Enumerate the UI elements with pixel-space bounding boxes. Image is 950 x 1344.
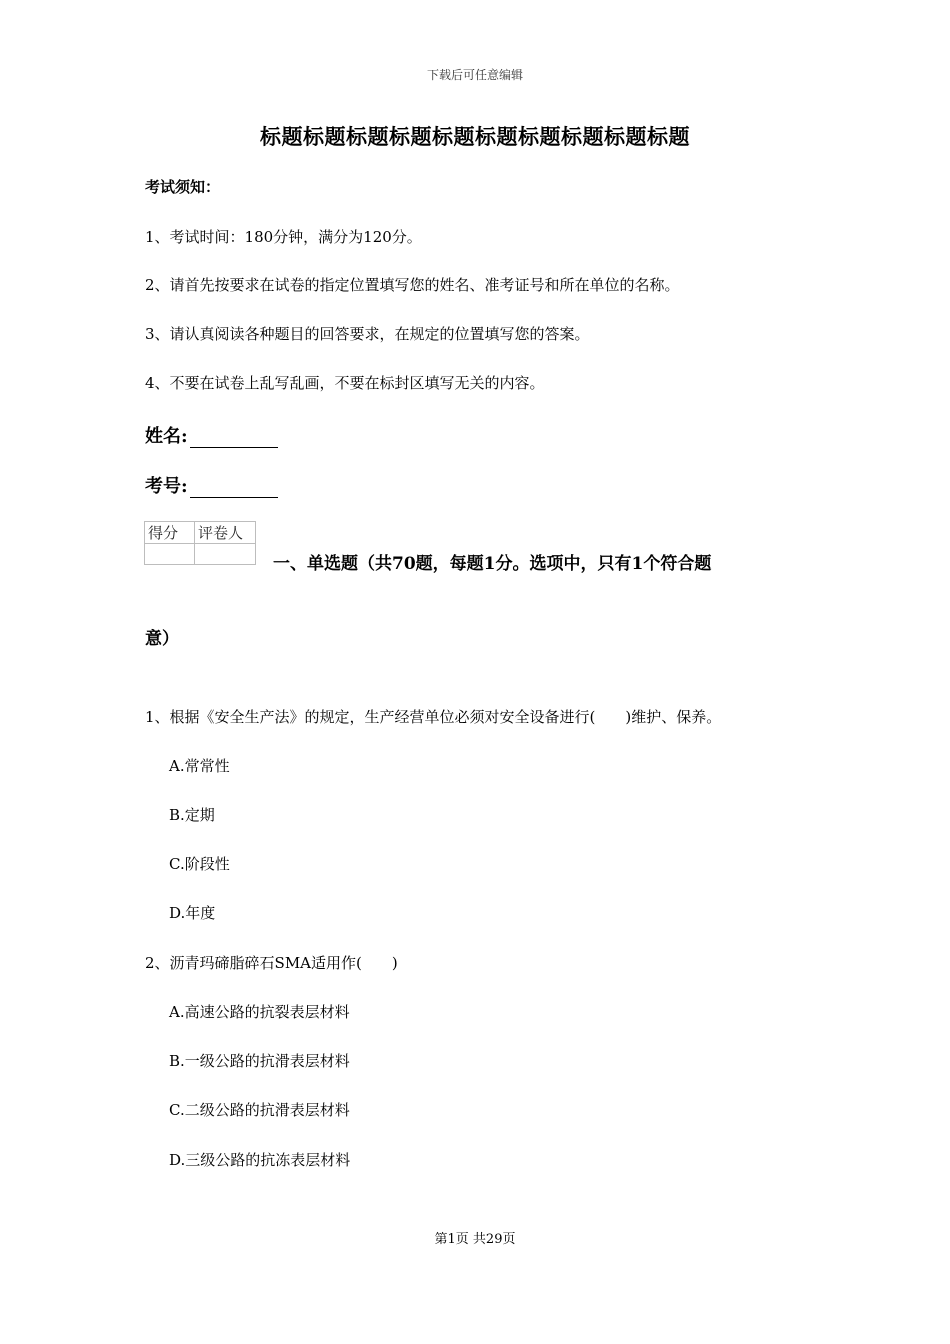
notice-item: 4、不要在试卷上乱写乱画，不要在标封区填写无关的内容。 [145, 374, 545, 392]
option-d[interactable]: D.三级公路的抗冻表层材料 [169, 1151, 351, 1169]
notice-item: 1、考试时间：180分钟，满分为120分。 [145, 228, 422, 246]
id-blank-line[interactable] [190, 479, 278, 498]
grader-cell[interactable] [195, 544, 256, 565]
option-a[interactable]: A.常常性 [169, 757, 230, 775]
grader-header: 评卷人 [195, 522, 256, 544]
option-a[interactable]: A.高速公路的抗裂表层材料 [169, 1003, 350, 1021]
id-label: 考号: [145, 476, 188, 497]
name-label: 姓名: [145, 426, 188, 447]
id-field [145, 472, 278, 498]
section-heading-continued: 意） [145, 629, 179, 649]
notice-item: 2、请首先按要求在试卷的指定位置填写您的姓名、准考证号和所在单位的名称。 [145, 276, 680, 294]
option-c[interactable]: C.阶段性 [169, 855, 230, 873]
notice-heading: 考试须知： [145, 178, 221, 196]
score-cell[interactable] [145, 544, 195, 565]
option-b[interactable]: B.一级公路的抗滑表层材料 [169, 1052, 350, 1070]
document-title: 标题标题标题标题标题标题标题标题标题标题 [260, 124, 690, 149]
option-b[interactable]: B.定期 [169, 806, 215, 824]
name-field [145, 422, 278, 448]
option-d[interactable]: D.年度 [169, 904, 216, 922]
page-footer: 第1页 共29页 [434, 1232, 516, 1247]
question-text: 1、根据《安全生产法》的规定，生产经营单位必须对安全设备进行( )维护、保养。 [145, 708, 722, 726]
notice-item: 3、请认真阅读各种题目的回答要求，在规定的位置填写您的答案。 [145, 325, 590, 343]
name-blank-line[interactable] [190, 429, 278, 448]
score-table [144, 521, 256, 565]
header-note: 下载后可任意编辑 [426, 68, 523, 82]
question-text: 2、沥青玛碲脂碎石SMA适用作( ) [145, 954, 398, 972]
section-heading: 一、单选题（共70题，每题1分。选项中，只有1个符合题 [273, 554, 712, 574]
score-header: 得分 [145, 522, 195, 544]
option-c[interactable]: C.二级公路的抗滑表层材料 [169, 1101, 350, 1119]
